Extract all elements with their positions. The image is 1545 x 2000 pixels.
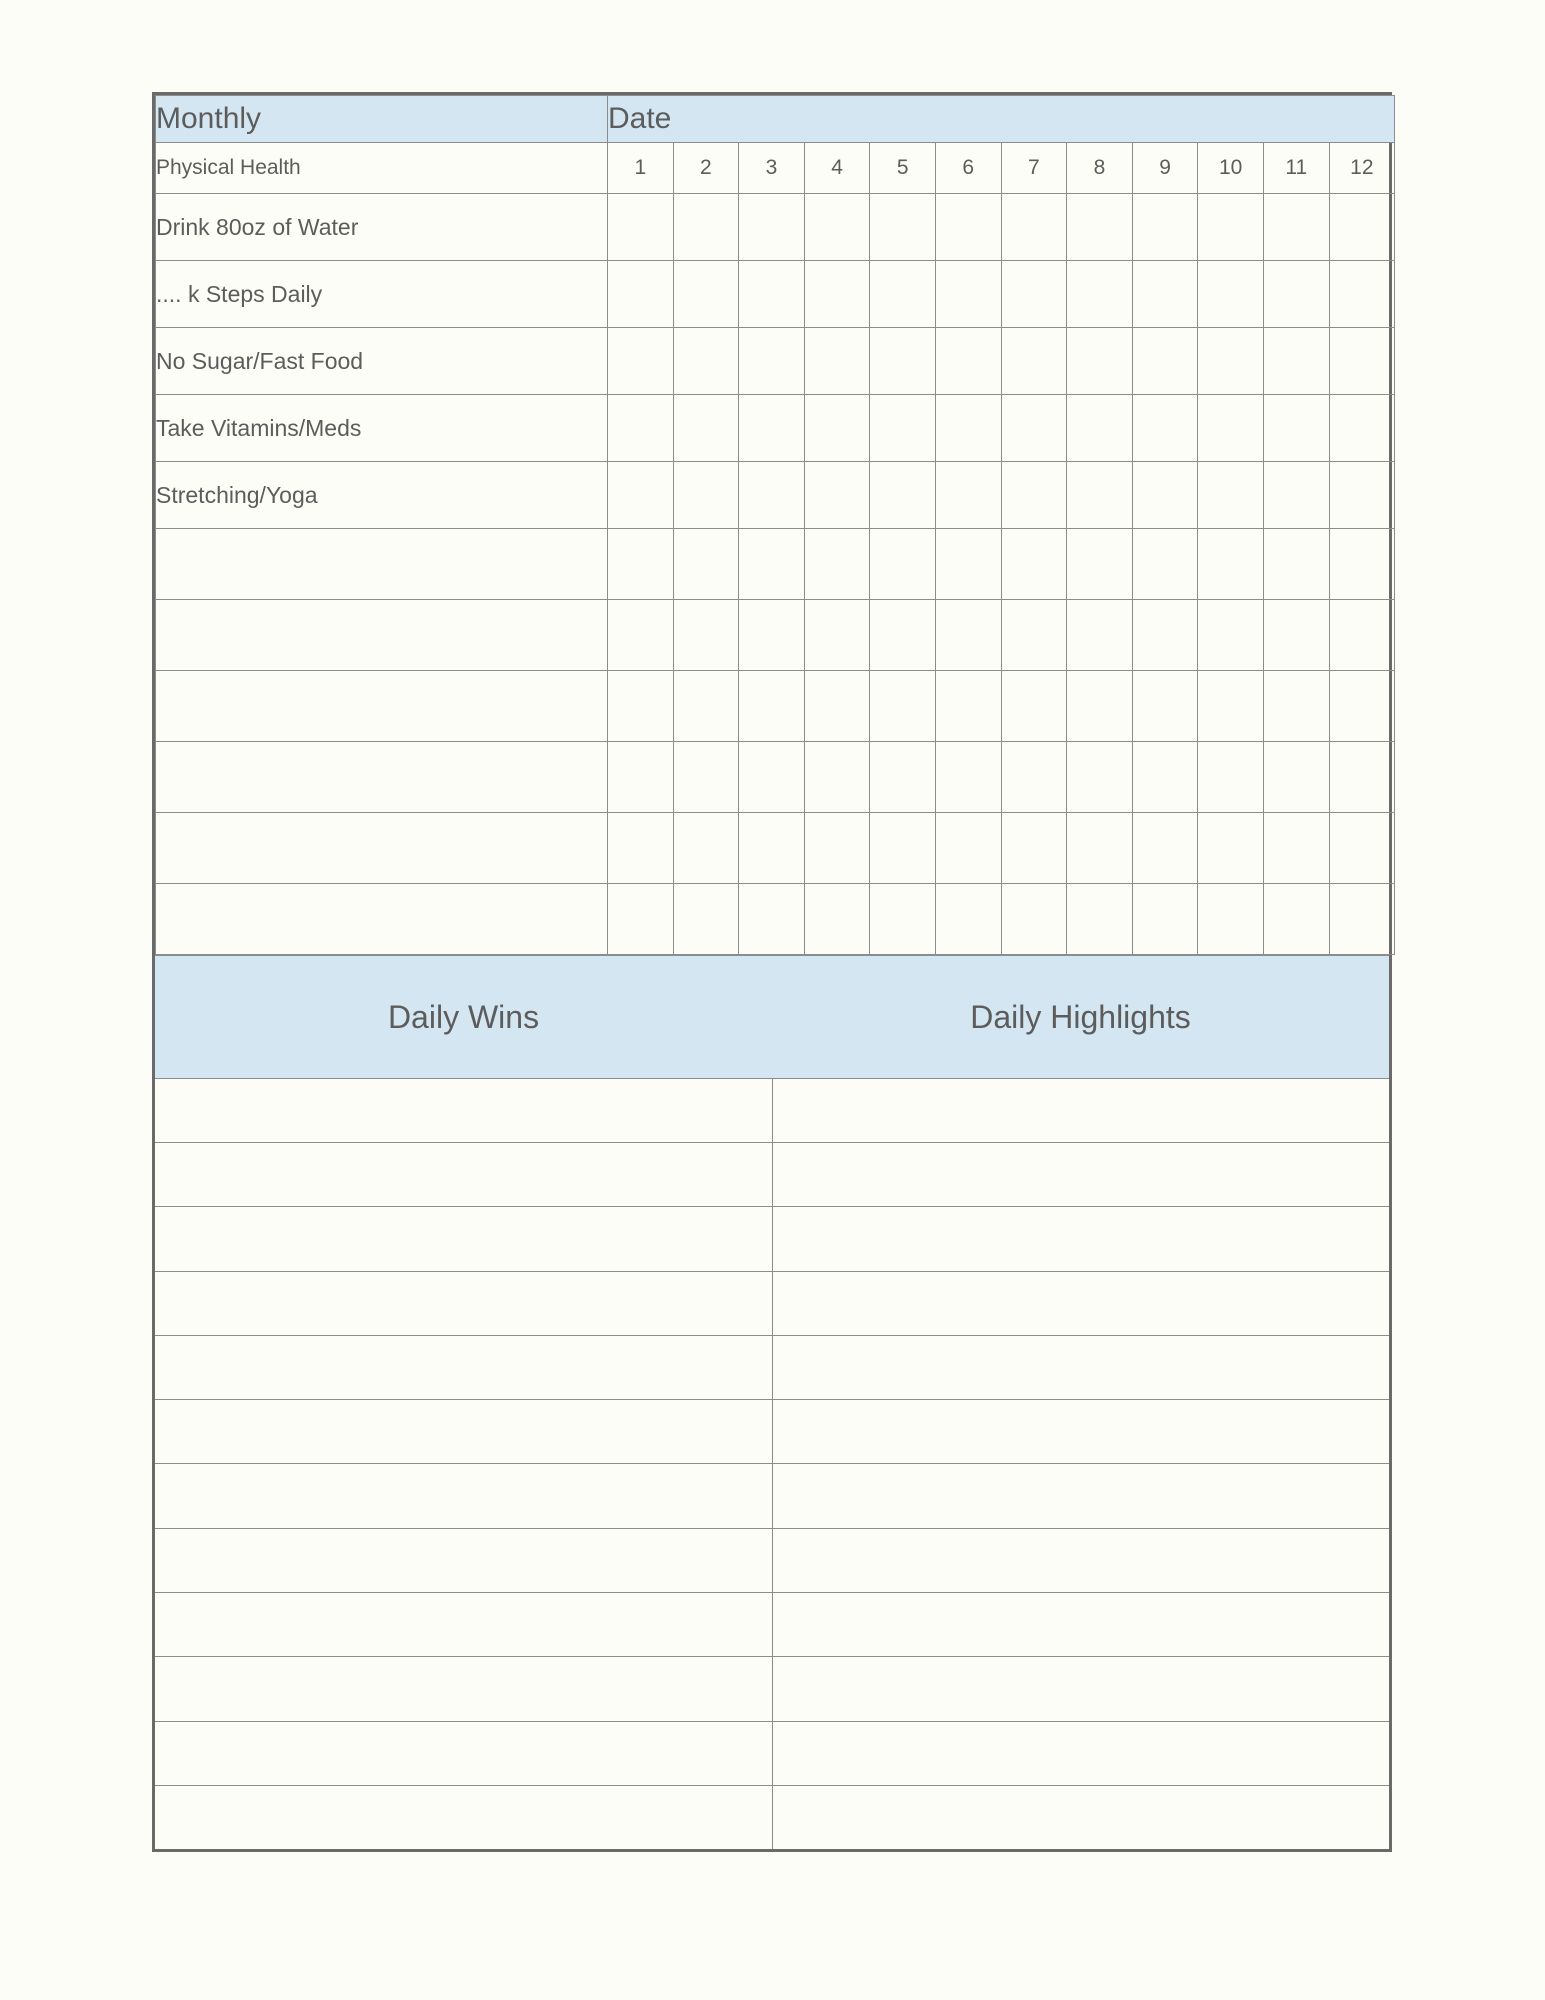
habit-check-cell[interactable] xyxy=(870,261,936,328)
daily-wins-cell[interactable] xyxy=(155,1143,772,1207)
habit-row-empty xyxy=(156,813,1395,884)
habit-check-cell[interactable] xyxy=(608,194,674,261)
day-number: 12 xyxy=(1329,143,1395,194)
habit-check-cell[interactable] xyxy=(935,529,1001,600)
habit-check-cell[interactable] xyxy=(1067,395,1133,462)
habit-check-cell[interactable] xyxy=(870,462,936,529)
habit-check-cell[interactable] xyxy=(739,261,805,328)
habit-check-cell[interactable] xyxy=(673,884,739,955)
habit-check-cell[interactable] xyxy=(1198,328,1264,395)
habit-check-cell[interactable] xyxy=(1067,884,1133,955)
habit-check-cell[interactable] xyxy=(870,742,936,813)
daily-wins-heading: Daily Wins xyxy=(387,998,540,1035)
day-number: 6 xyxy=(935,143,1001,194)
habit-check-cell[interactable] xyxy=(870,194,936,261)
habit-row-empty xyxy=(156,529,1395,600)
habit-check-cell[interactable] xyxy=(673,600,739,671)
habit-check-cell[interactable] xyxy=(804,194,870,261)
day-number: 8 xyxy=(1067,143,1133,194)
habit-check-cell[interactable] xyxy=(1132,194,1198,261)
habit-check-cell[interactable] xyxy=(804,328,870,395)
habit-check-cell[interactable] xyxy=(673,813,739,884)
habit-check-cell[interactable] xyxy=(608,328,674,395)
habit-check-cell[interactable] xyxy=(935,328,1001,395)
daily-highlights-cell[interactable] xyxy=(772,1528,1389,1592)
habit-check-cell[interactable] xyxy=(804,529,870,600)
habit-check-cell[interactable] xyxy=(804,671,870,742)
notes-row xyxy=(155,1079,1389,1143)
habit-check-cell[interactable] xyxy=(1067,328,1133,395)
habit-check-cell[interactable] xyxy=(1001,600,1067,671)
notes-table xyxy=(155,1079,1389,1849)
daily-wins-cell[interactable] xyxy=(155,1721,772,1785)
date-title: Date xyxy=(608,96,1395,143)
habit-row-empty xyxy=(156,884,1395,955)
monthly-tracker-table xyxy=(155,95,1395,955)
habit-check-cell[interactable] xyxy=(739,884,805,955)
daily-highlights-cell[interactable] xyxy=(772,1721,1389,1785)
day-number: 2 xyxy=(673,143,739,194)
habit-check-cell[interactable] xyxy=(1198,261,1264,328)
habit-check-cell[interactable] xyxy=(1132,884,1198,955)
habit-check-cell[interactable] xyxy=(739,742,805,813)
day-number: 3 xyxy=(739,143,805,194)
habit-label[interactable]: Stretching/Yoga xyxy=(156,462,608,529)
day-number: 7 xyxy=(1001,143,1067,194)
habit-check-cell[interactable] xyxy=(739,529,805,600)
habit-check-cell[interactable] xyxy=(870,884,936,955)
habit-check-cell[interactable] xyxy=(935,671,1001,742)
habit-check-cell[interactable] xyxy=(673,194,739,261)
habit-check-cell[interactable] xyxy=(1263,194,1329,261)
habit-check-cell[interactable] xyxy=(1132,742,1198,813)
daily-wins-cell[interactable] xyxy=(155,1657,772,1721)
habit-check-cell[interactable] xyxy=(1263,328,1329,395)
habit-check-cell[interactable] xyxy=(1263,884,1329,955)
daily-wins-cell[interactable] xyxy=(155,1400,772,1464)
day-number: 4 xyxy=(804,143,870,194)
habit-check-cell[interactable] xyxy=(1329,529,1395,600)
day-number: 1 xyxy=(608,143,674,194)
habit-check-cell[interactable] xyxy=(739,813,805,884)
habit-check-cell[interactable] xyxy=(608,671,674,742)
habit-row-empty xyxy=(156,671,1395,742)
habit-check-cell[interactable] xyxy=(673,328,739,395)
habit-check-cell[interactable] xyxy=(608,600,674,671)
habit-check-cell[interactable] xyxy=(1001,328,1067,395)
habit-check-cell[interactable] xyxy=(1132,813,1198,884)
habit-check-cell[interactable] xyxy=(739,194,805,261)
habit-check-cell[interactable] xyxy=(673,671,739,742)
habit-check-cell[interactable] xyxy=(870,813,936,884)
habit-check-cell[interactable] xyxy=(1067,600,1133,671)
habit-check-cell[interactable] xyxy=(1132,600,1198,671)
habit-row xyxy=(156,261,1395,328)
habit-check-cell[interactable] xyxy=(1132,261,1198,328)
notes-row xyxy=(155,1207,1389,1271)
habit-check-cell[interactable] xyxy=(1263,462,1329,529)
habit-check-cell[interactable] xyxy=(608,742,674,813)
habit-label[interactable]: No Sugar/Fast Food xyxy=(156,328,608,395)
habit-check-cell[interactable] xyxy=(870,600,936,671)
notes-row xyxy=(155,1721,1389,1785)
daily-highlights-cell[interactable] xyxy=(772,1207,1389,1271)
daily-highlights-cell[interactable] xyxy=(772,1143,1389,1207)
habit-check-cell[interactable] xyxy=(804,462,870,529)
habit-check-cell[interactable] xyxy=(1132,462,1198,529)
habit-check-cell[interactable] xyxy=(935,194,1001,261)
habit-label[interactable] xyxy=(156,600,608,671)
habit-check-cell[interactable] xyxy=(935,884,1001,955)
habit-check-cell[interactable] xyxy=(804,742,870,813)
habit-check-cell[interactable] xyxy=(1329,328,1395,395)
habit-check-cell[interactable] xyxy=(1329,884,1395,955)
habit-check-cell[interactable] xyxy=(804,813,870,884)
habit-check-cell[interactable] xyxy=(673,395,739,462)
habit-check-cell[interactable] xyxy=(739,600,805,671)
habit-check-cell[interactable] xyxy=(673,742,739,813)
habit-check-cell[interactable] xyxy=(804,261,870,328)
habit-check-cell[interactable] xyxy=(1263,813,1329,884)
section-band xyxy=(155,955,1389,1079)
habit-check-cell[interactable] xyxy=(608,529,674,600)
habit-check-cell[interactable] xyxy=(1001,742,1067,813)
notes-row xyxy=(155,1785,1389,1849)
habit-label[interactable]: Take Vitamins/Meds xyxy=(156,395,608,462)
habit-check-cell[interactable] xyxy=(870,328,936,395)
habit-check-cell[interactable] xyxy=(1263,395,1329,462)
habit-check-cell[interactable] xyxy=(1198,462,1264,529)
habit-check-cell[interactable] xyxy=(739,328,805,395)
notes-row xyxy=(155,1271,1389,1335)
habit-row xyxy=(156,462,1395,529)
habit-check-cell[interactable] xyxy=(935,261,1001,328)
habit-check-cell[interactable] xyxy=(673,462,739,529)
daily-highlights-cell[interactable] xyxy=(772,1079,1389,1143)
habit-check-cell[interactable] xyxy=(739,671,805,742)
notes-row xyxy=(155,1528,1389,1592)
habit-check-cell[interactable] xyxy=(608,261,674,328)
habit-row xyxy=(156,328,1395,395)
notes-row xyxy=(155,1335,1389,1399)
habit-check-cell[interactable] xyxy=(1132,529,1198,600)
daily-wins-cell[interactable] xyxy=(155,1592,772,1656)
habit-check-cell[interactable] xyxy=(1132,328,1198,395)
tracker-header-row xyxy=(156,96,1395,143)
habit-check-cell[interactable] xyxy=(1132,671,1198,742)
habit-check-cell[interactable] xyxy=(935,462,1001,529)
habit-check-cell[interactable] xyxy=(804,600,870,671)
habit-row-empty xyxy=(156,600,1395,671)
habit-check-cell[interactable] xyxy=(1198,742,1264,813)
habit-check-cell[interactable] xyxy=(1263,742,1329,813)
habit-check-cell[interactable] xyxy=(1329,671,1395,742)
habit-check-cell[interactable] xyxy=(1329,600,1395,671)
habit-check-cell[interactable] xyxy=(739,462,805,529)
habit-check-cell[interactable] xyxy=(608,395,674,462)
habit-check-cell[interactable] xyxy=(673,529,739,600)
habit-tracker-sheet xyxy=(152,92,1392,1852)
habit-check-cell[interactable] xyxy=(1198,194,1264,261)
habit-check-cell[interactable] xyxy=(1198,529,1264,600)
habit-check-cell[interactable] xyxy=(1067,462,1133,529)
habit-check-cell[interactable] xyxy=(1198,395,1264,462)
habit-check-cell[interactable] xyxy=(1198,671,1264,742)
habit-label[interactable] xyxy=(156,671,608,742)
habit-row-empty xyxy=(156,742,1395,813)
habit-check-cell[interactable] xyxy=(1132,395,1198,462)
habit-label[interactable] xyxy=(156,813,608,884)
habit-check-cell[interactable] xyxy=(935,600,1001,671)
habit-check-cell[interactable] xyxy=(608,813,674,884)
habit-label[interactable]: Drink 80oz of Water xyxy=(156,194,608,261)
habit-check-cell[interactable] xyxy=(1329,261,1395,328)
daily-highlights-cell[interactable] xyxy=(772,1464,1389,1528)
habit-check-cell[interactable] xyxy=(935,395,1001,462)
habit-label[interactable] xyxy=(156,742,608,813)
habit-check-cell[interactable] xyxy=(870,529,936,600)
habit-check-cell[interactable] xyxy=(804,884,870,955)
tracker-subheader-row xyxy=(156,143,1395,194)
daily-highlights-heading: Daily Highlights xyxy=(970,998,1191,1035)
habit-check-cell[interactable] xyxy=(1001,529,1067,600)
notes-row xyxy=(155,1464,1389,1528)
habit-check-cell[interactable] xyxy=(1329,813,1395,884)
day-number: 5 xyxy=(870,143,936,194)
habit-check-cell[interactable] xyxy=(1001,194,1067,261)
habit-check-cell[interactable] xyxy=(1001,884,1067,955)
habit-check-cell[interactable] xyxy=(1067,261,1133,328)
habit-check-cell[interactable] xyxy=(1329,395,1395,462)
habit-check-cell[interactable] xyxy=(1001,395,1067,462)
habit-check-cell[interactable] xyxy=(1067,813,1133,884)
habit-check-cell[interactable] xyxy=(1263,671,1329,742)
habit-check-cell[interactable] xyxy=(1198,600,1264,671)
daily-highlights-cell[interactable] xyxy=(772,1335,1389,1399)
habit-check-cell[interactable] xyxy=(1263,261,1329,328)
habit-check-cell[interactable] xyxy=(1329,742,1395,813)
habit-check-cell[interactable] xyxy=(870,671,936,742)
habit-check-cell[interactable] xyxy=(935,813,1001,884)
daily-highlights-cell[interactable] xyxy=(772,1271,1389,1335)
daily-highlights-cell[interactable] xyxy=(772,1592,1389,1656)
habit-check-cell[interactable] xyxy=(1001,462,1067,529)
habit-check-cell[interactable] xyxy=(1067,742,1133,813)
daily-wins-cell[interactable] xyxy=(155,1079,772,1143)
daily-highlights-cell[interactable] xyxy=(772,1400,1389,1464)
habit-check-cell[interactable] xyxy=(1198,813,1264,884)
notes-row xyxy=(155,1400,1389,1464)
habit-check-cell[interactable] xyxy=(608,462,674,529)
daily-wins-cell[interactable] xyxy=(155,1785,772,1849)
daily-wins-cell[interactable] xyxy=(155,1271,772,1335)
habit-check-cell[interactable] xyxy=(1329,462,1395,529)
habit-check-cell[interactable] xyxy=(1329,194,1395,261)
habit-label[interactable] xyxy=(156,529,608,600)
habit-check-cell[interactable] xyxy=(1067,194,1133,261)
daily-highlights-cell[interactable] xyxy=(772,1657,1389,1721)
habit-check-cell[interactable] xyxy=(1001,671,1067,742)
habit-label[interactable] xyxy=(156,884,608,955)
habit-check-cell[interactable] xyxy=(1001,813,1067,884)
habit-check-cell[interactable] xyxy=(673,261,739,328)
monthly-title: Monthly xyxy=(156,96,608,143)
habit-check-cell[interactable] xyxy=(739,395,805,462)
daily-wins-cell[interactable] xyxy=(155,1207,772,1271)
habit-check-cell[interactable] xyxy=(1198,884,1264,955)
daily-wins-cell[interactable] xyxy=(155,1335,772,1399)
habit-check-cell[interactable] xyxy=(1263,529,1329,600)
habit-check-cell[interactable] xyxy=(935,742,1001,813)
daily-wins-cell[interactable] xyxy=(155,1464,772,1528)
habit-check-cell[interactable] xyxy=(804,395,870,462)
habit-row xyxy=(156,194,1395,261)
habit-check-cell[interactable] xyxy=(1067,529,1133,600)
notes-row xyxy=(155,1592,1389,1656)
notes-row xyxy=(155,1143,1389,1207)
day-number: 11 xyxy=(1263,143,1329,194)
day-number: 10 xyxy=(1198,143,1264,194)
habit-check-cell[interactable] xyxy=(1263,600,1329,671)
notes-row xyxy=(155,1657,1389,1721)
habit-check-cell[interactable] xyxy=(608,884,674,955)
daily-wins-cell[interactable] xyxy=(155,1528,772,1592)
category-label: Physical Health xyxy=(156,143,608,194)
habit-check-cell[interactable] xyxy=(1067,671,1133,742)
habit-check-cell[interactable] xyxy=(870,395,936,462)
habit-label[interactable]: .... k Steps Daily xyxy=(156,261,608,328)
habit-check-cell[interactable] xyxy=(1001,261,1067,328)
daily-highlights-cell[interactable] xyxy=(772,1785,1389,1849)
day-number: 9 xyxy=(1132,143,1198,194)
habit-row xyxy=(156,395,1395,462)
